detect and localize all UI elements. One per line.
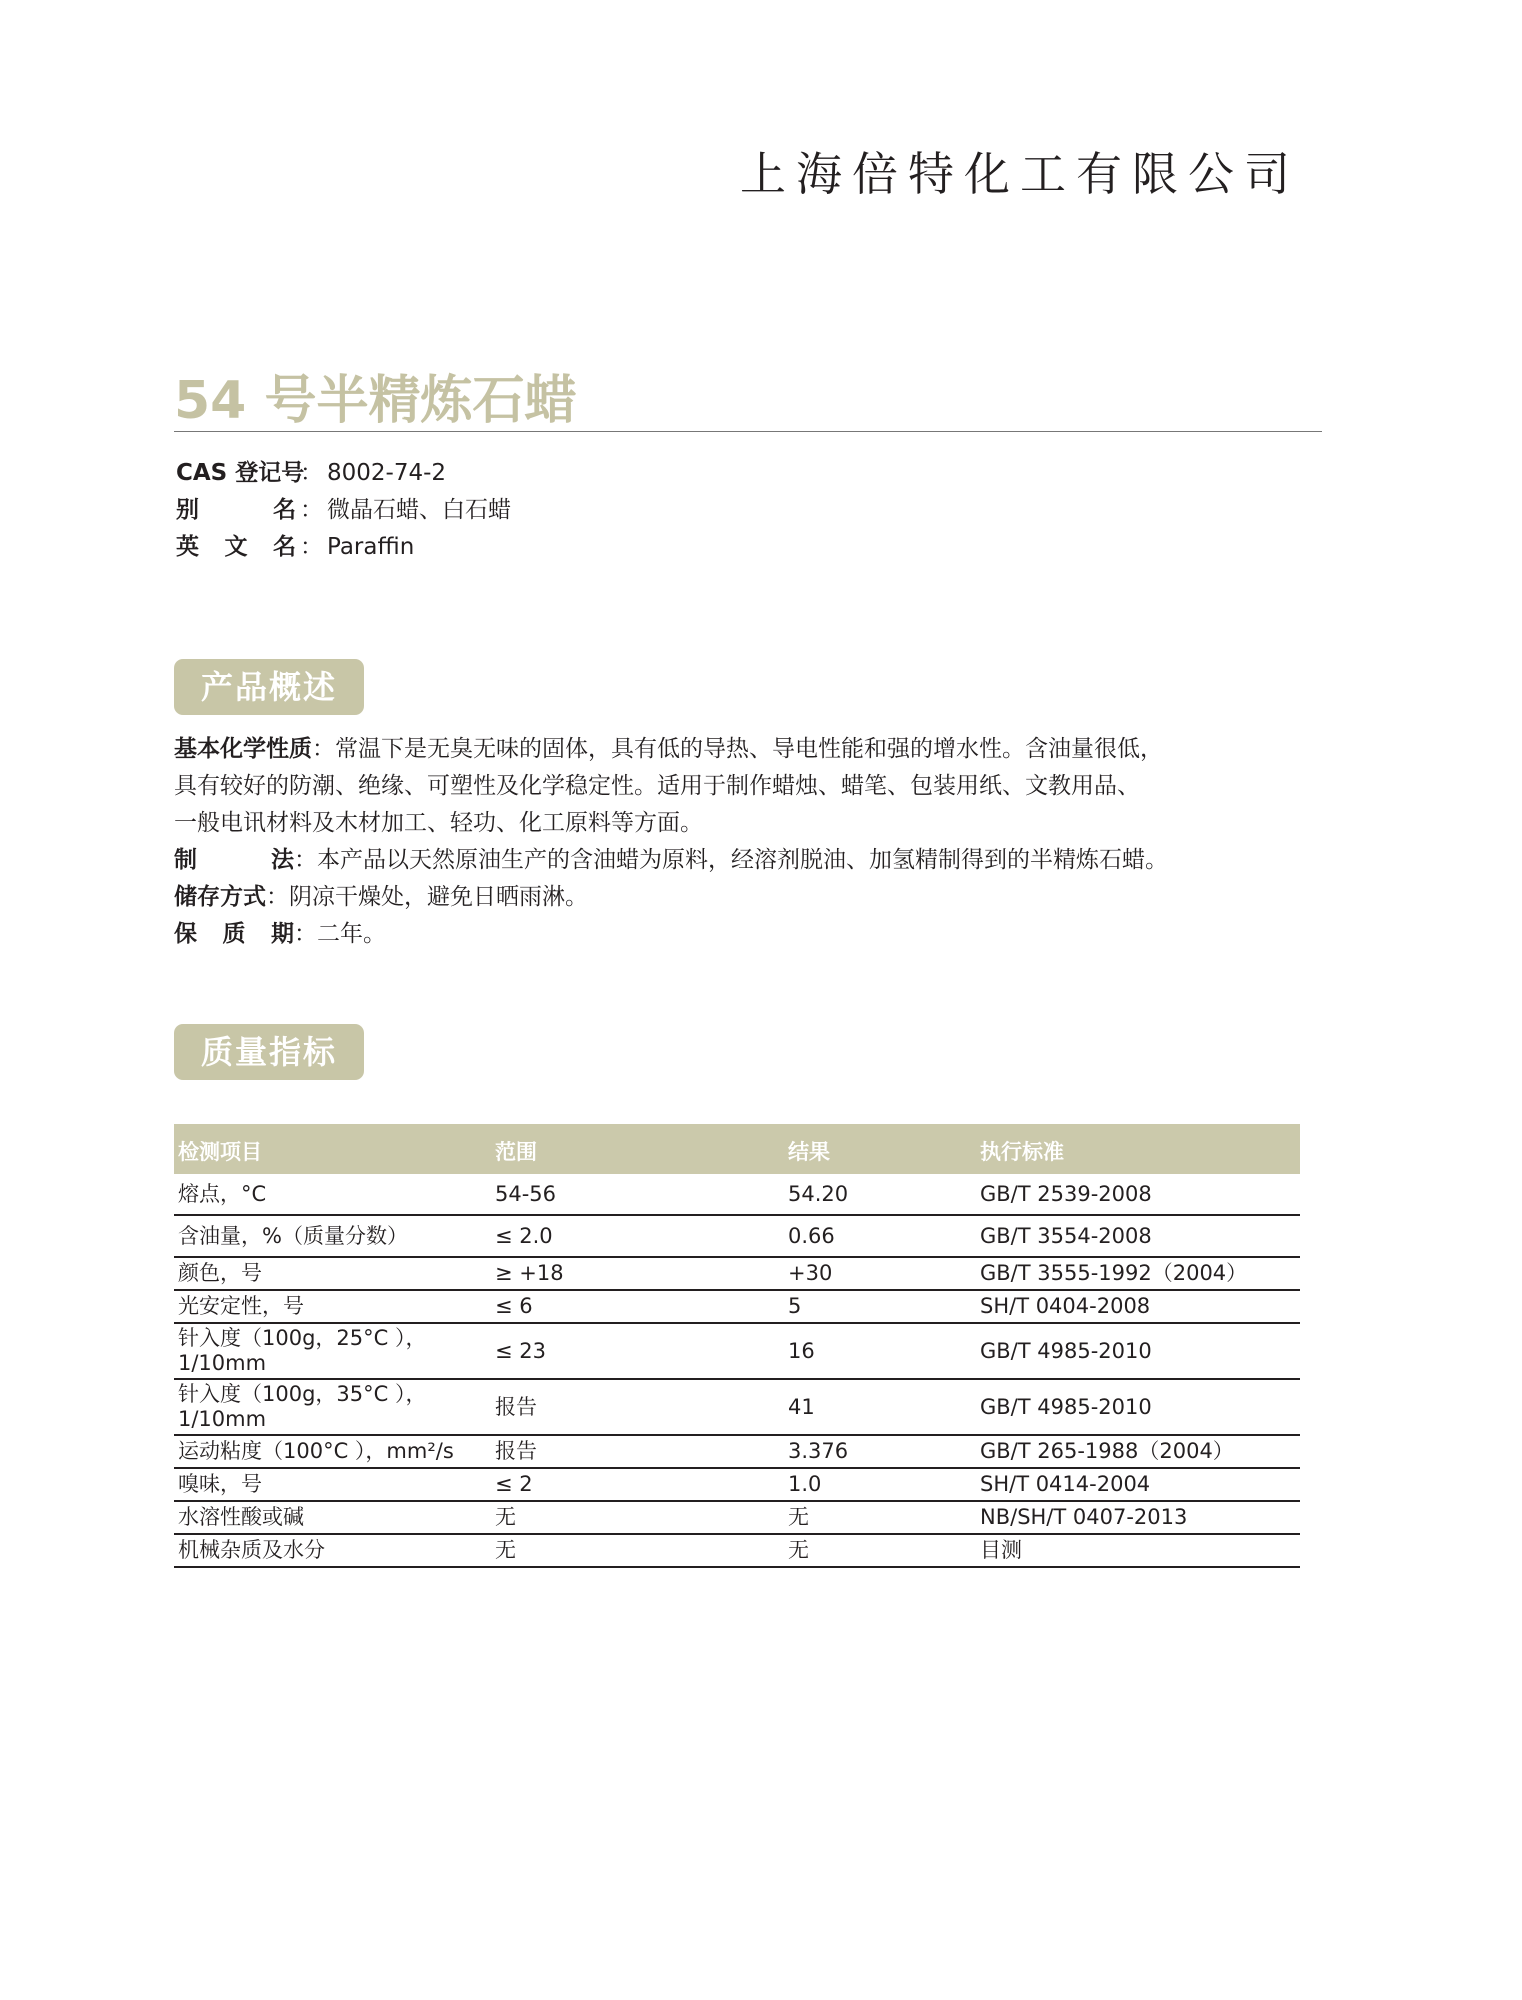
overview-label: 保质期 <box>174 921 294 947</box>
table-row <box>174 1435 1300 1468</box>
overview-text: 阴凉干燥处，避免日晒雨淋。 <box>289 884 588 910</box>
table-cell: 熔点，°C <box>174 1174 491 1215</box>
identifier-value: 8002-74-2 <box>327 460 447 486</box>
table-cell: 无 <box>491 1534 784 1567</box>
overview-text: 本产品以天然原油生产的含油蜡为原料，经溶剂脱油、加氢精制得到的半精炼石蜡。 <box>317 847 1168 873</box>
table-cell: 针入度（100g，25°C ），1/10mm <box>174 1323 491 1379</box>
product-title: 54 号半精炼石蜡 <box>174 371 577 431</box>
table-cell: 运动粘度（100°C ），mm²/s <box>174 1435 491 1468</box>
table-cell: 0.66 <box>784 1215 976 1257</box>
table-cell: 54.20 <box>784 1174 976 1215</box>
identifier-row-english: 英文名 ： Paraffin <box>176 529 511 566</box>
table-cell: GB/T 2539-2008 <box>976 1174 1300 1215</box>
identifier-row-cas: CAS 登记号 ： 8002-74-2 <box>176 455 511 492</box>
column-header: 检测项目 <box>174 1124 491 1174</box>
overview-line: 制法：本产品以天然原油生产的含油蜡为原料，经溶剂脱油、加氢精制得到的半精炼石蜡。 <box>174 842 1324 879</box>
identifier-value: Paraffin <box>327 534 415 560</box>
overview-line: 储存方式：阴凉干燥处，避免日晒雨淋。 <box>174 884 588 910</box>
table-row <box>174 1215 1300 1257</box>
identifier-block <box>176 455 511 566</box>
table-cell: 无 <box>784 1534 976 1567</box>
column-header: 执行标准 <box>976 1124 1300 1174</box>
table-cell: 41 <box>784 1379 976 1435</box>
overview-text: 二年。 <box>317 921 386 947</box>
overview-line: 保质期：二年。 <box>174 916 1324 953</box>
table-cell: 16 <box>784 1323 976 1379</box>
table-cell: 机械杂质及水分 <box>174 1534 491 1567</box>
table-row <box>174 1257 1300 1290</box>
overview-line: 具有较好的防潮、绝缘、可塑性及化学稳定性。适用于制作蜡烛、蜡笔、包装用纸、文教用品、 <box>174 773 1140 799</box>
table-cell: ≤ 6 <box>491 1290 784 1323</box>
table-cell: 5 <box>784 1290 976 1323</box>
table-header-row <box>174 1124 1300 1174</box>
table-cell: 颜色，号 <box>174 1257 491 1290</box>
table-cell: 目测 <box>976 1534 1300 1567</box>
table-cell: 无 <box>491 1501 784 1534</box>
table-cell: 3.376 <box>784 1435 976 1468</box>
company-name: 上海倍特化工有限公司 <box>740 147 1300 201</box>
table-cell: SH/T 0414-2004 <box>976 1468 1300 1501</box>
overview-line: 一般电讯材料及木材加工、轻功、化工原料等方面。 <box>174 810 703 836</box>
table-cell: 水溶性酸或碱 <box>174 1501 491 1534</box>
table-cell: 1.0 <box>784 1468 976 1501</box>
table-cell: SH/T 0404-2008 <box>976 1290 1300 1323</box>
identifier-label: CAS 登记号 <box>176 460 305 486</box>
column-header: 结果 <box>784 1124 976 1174</box>
identifier-row-alias: 别名 ： 微晶石蜡、白石蜡 <box>176 492 511 529</box>
table-cell: GB/T 4985-2010 <box>976 1323 1300 1379</box>
table-cell: GB/T 4985-2010 <box>976 1379 1300 1435</box>
title-divider <box>174 431 1322 432</box>
table-row <box>174 1379 1300 1435</box>
table-cell: ≤ 23 <box>491 1323 784 1379</box>
table-cell: GB/T 265-1988（2004） <box>976 1435 1300 1468</box>
table-cell: 光安定性，号 <box>174 1290 491 1323</box>
table-cell: ≤ 2 <box>491 1468 784 1501</box>
identifier-label: 别名 <box>176 497 296 523</box>
table-cell: NB/SH/T 0407-2013 <box>976 1501 1300 1534</box>
overview-label: 基本化学性质 <box>174 736 312 762</box>
table-row <box>174 1468 1300 1501</box>
table-cell: +30 <box>784 1257 976 1290</box>
overview-body <box>174 731 1324 953</box>
column-header: 范围 <box>491 1124 784 1174</box>
table-cell: 含油量，%（质量分数） <box>174 1215 491 1257</box>
table-row <box>174 1290 1300 1323</box>
overview-text: 常温下是无臭无味的固体，具有低的导热、导电性能和强的增水性。含油量很低， <box>335 736 1163 762</box>
table-cell: 无 <box>784 1501 976 1534</box>
table-cell: 报告 <box>491 1379 784 1435</box>
quality-table <box>174 1124 1300 1568</box>
table-cell: ≤ 2.0 <box>491 1215 784 1257</box>
table-cell: GB/T 3555-1992（2004） <box>976 1257 1300 1290</box>
table-cell: ≥ +18 <box>491 1257 784 1290</box>
identifier-label: 英文名 <box>176 534 296 560</box>
overview-label: 制法 <box>174 847 294 873</box>
section-heading-overview: 产品概述 <box>174 659 364 715</box>
table-cell: 54-56 <box>491 1174 784 1215</box>
table-row <box>174 1534 1300 1567</box>
overview-line: 基本化学性质：常温下是无臭无味的固体，具有低的导热、导电性能和强的增水性。含油量很低， <box>174 736 1163 762</box>
overview-label: 储存方式 <box>174 884 266 910</box>
table-cell: 嗅味，号 <box>174 1468 491 1501</box>
table-row <box>174 1501 1300 1534</box>
identifier-value: 微晶石蜡、白石蜡 <box>327 497 511 523</box>
table-row <box>174 1174 1300 1215</box>
section-heading-quality: 质量指标 <box>174 1024 364 1080</box>
table-cell: 针入度（100g，35°C ），1/10mm <box>174 1379 491 1435</box>
table-row <box>174 1323 1300 1379</box>
table-cell: 报告 <box>491 1435 784 1468</box>
table-cell: GB/T 3554-2008 <box>976 1215 1300 1257</box>
